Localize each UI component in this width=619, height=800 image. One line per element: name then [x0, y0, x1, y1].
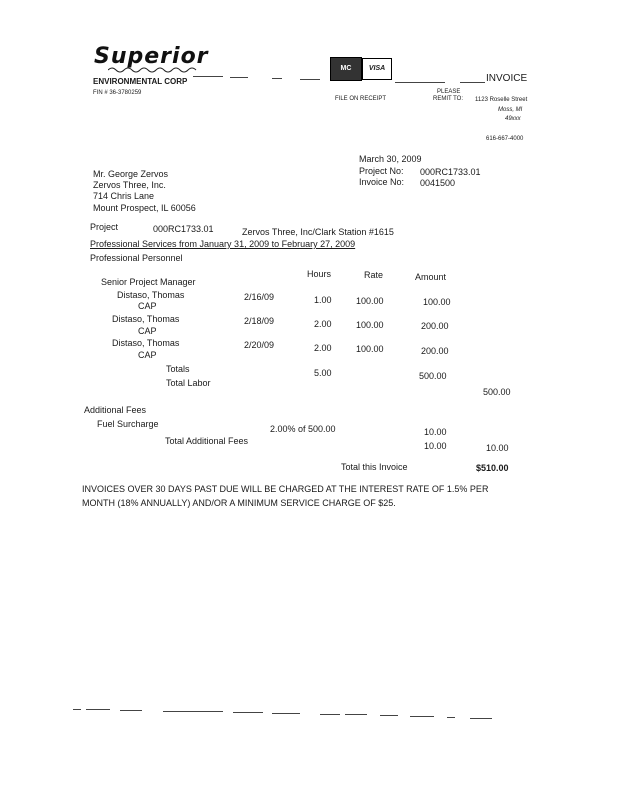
invoice-no-value: 0041500 — [420, 178, 456, 188]
company-id: FIN # 36-3780259 — [93, 90, 142, 96]
project-no-label: Project No: — [359, 166, 404, 176]
late-fee-notice-line-2: MONTH (18% ANNUALLY) AND/OR A MINIMUM SERVICE CHARGE OF $25. — [82, 498, 396, 508]
labor-row-2-amount: 200.00 — [421, 321, 449, 331]
footer-rule — [233, 712, 263, 713]
footer-rule — [320, 714, 340, 715]
bill-to-line-3: 714 Chris Lane — [93, 191, 155, 201]
services-period: Professional Services from January 31, 2009 to February 27, 2009 — [90, 239, 356, 249]
fees-total-value: 10.00 — [486, 443, 509, 453]
bill-to-line-1: Mr. George Zervos — [93, 169, 169, 179]
labor-row-1-rate: 100.00 — [356, 296, 384, 306]
labor-row-2-name: Distaso, Thomas — [112, 314, 180, 324]
footer-rule — [272, 713, 300, 714]
fees-item-desc: 2.00% of 500.00 — [270, 424, 336, 434]
labor-row-3-title: CAP — [138, 350, 157, 360]
invoice-title: INVOICE — [486, 73, 528, 84]
invoice-date: March 30, 2009 — [359, 154, 422, 164]
footer-rule — [447, 717, 455, 718]
mastercard-logo — [330, 57, 362, 81]
header-rule — [300, 79, 320, 80]
grand-total-value: $510.00 — [476, 463, 509, 473]
labor-row-1-title: CAP — [138, 301, 157, 311]
project-label: Project — [90, 222, 119, 232]
late-fee-notice-line-1: INVOICES OVER 30 DAYS PAST DUE WILL BE CHARGED AT THE INTEREST RATE OF 1.5% PER — [82, 484, 489, 494]
labor-row-3-rate: 100.00 — [356, 344, 384, 354]
fees-total-subtotal: 10.00 — [424, 441, 447, 451]
labor-row-2-title: CAP — [138, 326, 157, 336]
remit-label-1: PLEASE — [437, 89, 461, 95]
labor-row-2-rate: 100.00 — [356, 320, 384, 330]
visa-label: VISA — [368, 65, 386, 72]
logo-wave-decoration — [108, 66, 198, 74]
visa-logo — [362, 58, 392, 80]
fees-total-label: Total Additional Fees — [165, 436, 249, 446]
footer-rule — [410, 716, 434, 717]
footer-rule — [163, 711, 223, 712]
col-rate-header: Rate — [364, 270, 384, 280]
labor-totals-hours: 5.00 — [314, 368, 332, 378]
labor-row-3-name: Distaso, Thomas — [112, 338, 180, 348]
company-logo-text: Superior — [94, 44, 209, 69]
labor-row-3-amount: 200.00 — [421, 346, 449, 356]
project-no-value: 000RC1733.01 — [420, 167, 481, 177]
labor-row-2-hours: 2.00 — [314, 319, 332, 329]
labor-totals-amount: 500.00 — [419, 371, 447, 381]
col-amount-header: Amount — [415, 272, 447, 282]
header-rule — [193, 76, 223, 77]
labor-row-1-amount: 100.00 — [423, 297, 451, 307]
footer-rule — [86, 709, 110, 710]
header-rule — [395, 82, 445, 83]
project-description: Zervos Three, Inc/Clark Station #1615 — [242, 227, 394, 237]
header-rule — [272, 78, 282, 79]
mastercard-label: MC — [340, 65, 352, 72]
fees-section-title: Additional Fees — [84, 405, 147, 415]
bill-to-line-2: Zervos Three, Inc. — [93, 180, 166, 190]
labor-row-1-hours: 1.00 — [314, 295, 332, 305]
remit-phone: 616-667-4000 — [486, 136, 524, 142]
labor-row-3-date: 2/20/09 — [244, 340, 275, 350]
footer-rule — [470, 718, 492, 719]
bill-to-line-4: Mount Prospect, IL 60056 — [93, 203, 196, 213]
fees-item-amount: 10.00 — [424, 427, 447, 437]
grand-total-label: Total this Invoice — [341, 462, 408, 472]
project-number: 000RC1733.01 — [153, 224, 214, 234]
labor-role: Senior Project Manager — [101, 277, 196, 287]
file-on-receipt: FILE ON RECEIPT — [335, 96, 387, 102]
company-name: ENVIRONMENTAL CORP — [93, 77, 188, 86]
fees-item-label: Fuel Surcharge — [97, 419, 159, 429]
remit-label-2: REMIT TO: — [433, 96, 464, 102]
labor-row-3-hours: 2.00 — [314, 343, 332, 353]
remit-address-1: 1123 Roselle Street — [475, 97, 528, 103]
remit-address-2: Moss, MI — [498, 107, 523, 113]
col-hours-header: Hours — [307, 269, 332, 279]
footer-rule — [73, 709, 81, 710]
header-rule — [230, 77, 248, 78]
labor-row-2-date: 2/18/09 — [244, 316, 275, 326]
footer-rule — [120, 710, 142, 711]
total-labor-value: 500.00 — [483, 387, 511, 397]
labor-row-1-name: Distaso, Thomas — [117, 290, 185, 300]
footer-rule — [380, 715, 398, 716]
labor-row-1-date: 2/16/09 — [244, 292, 275, 302]
personnel-section-title: Professional Personnel — [90, 253, 183, 263]
invoice-no-label: Invoice No: — [359, 177, 405, 187]
footer-rule — [345, 714, 367, 715]
remit-address-3: 49xxx — [505, 116, 521, 122]
header-rule — [460, 82, 485, 83]
total-labor-label: Total Labor — [166, 378, 211, 388]
labor-totals-label: Totals — [166, 364, 190, 374]
